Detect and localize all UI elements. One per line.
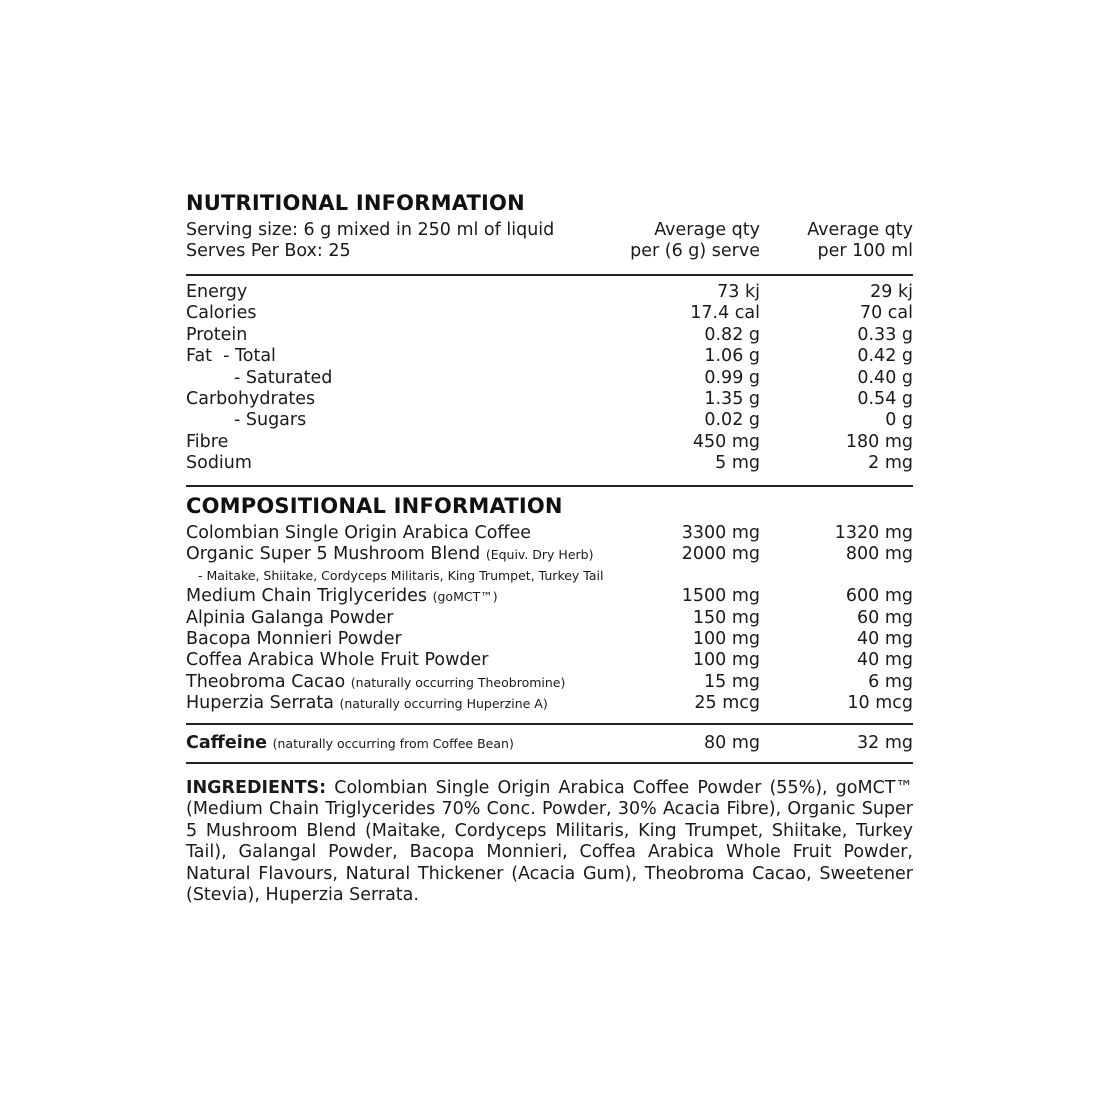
table-row: Theobroma Cacao (naturally occurring Theobromine) 15 mg 6 mg bbox=[186, 671, 913, 692]
table-row: - Sugars 0.02 g 0 g bbox=[234, 410, 913, 431]
table-row: Fat - Total 1.06 g 0.42 g bbox=[186, 346, 913, 367]
divider bbox=[186, 762, 913, 764]
composition-table bbox=[186, 523, 913, 715]
table-row: Carbohydrates 1.35 g 0.54 g bbox=[186, 388, 913, 409]
caffeine-note: (naturally occurring from Coffee Bean) bbox=[272, 735, 514, 751]
ingredients-heading: INGREDIENTS: bbox=[186, 778, 327, 799]
composition-title: COMPOSITIONAL INFORMATION bbox=[186, 493, 563, 518]
table-row: Fibre 450 mg 180 mg bbox=[186, 431, 913, 452]
table-row: Huperzia Serrata (naturally occurring Huperzine A) 25 mcg 10 mcg bbox=[186, 693, 913, 714]
table-row: Calories 17.4 cal 70 cal bbox=[186, 303, 913, 324]
serving-header bbox=[186, 220, 913, 264]
serving-size: Serving size: 6 g mixed in 250 ml of liquid bbox=[186, 220, 555, 240]
mushroom-subnote: - Maitake, Shiitake, Cordyceps Militaris, King Trumpet, Turkey Tail bbox=[198, 568, 604, 584]
table-row: Bacopa Monnieri Powder 100 mg 40 mg bbox=[186, 629, 913, 650]
nutrition-table bbox=[186, 282, 913, 475]
table-row: Organic Super 5 Mushroom Blend (Equiv. Dry Herb) 2000 mg 800 mg bbox=[186, 543, 913, 564]
nutrition-title: NUTRITIONAL INFORMATION bbox=[186, 191, 525, 215]
table-row: Medium Chain Triglycerides (goMCT™) 1500 mg 600 mg bbox=[186, 586, 913, 607]
ingredients-text: INGREDIENTS: Colombian Single Origin Arabica Coffee Powder (55%), goMCT™ (Medium Chain Triglycerides 70% Conc. Powder, 30% Acacia Fibre), Organic Super 5 Mushroom Blend (Maitake, Cordyceps Militaris, King Trumpet, Shiitake, Turkey Tail), Galangal Powder, Bacopa Monnieri, Coffea Arabica Whole Fruit Powder, Natural Flavours, Natural Thickener (Acacia Gum), Theobroma Cacao, Sweetener (Stevia), Huperzia Serrata. bbox=[186, 778, 913, 906]
table-row: Protein 0.82 g 0.33 g bbox=[186, 324, 913, 345]
caffeine-row: Caffeine (naturally occurring from Coffee Bean) 80 mg 32 mg bbox=[186, 732, 913, 753]
divider bbox=[186, 274, 913, 276]
table-row: Sodium 5 mg 2 mg bbox=[186, 453, 913, 474]
divider bbox=[186, 485, 913, 487]
serves-per-box: Serves Per Box: 25 bbox=[186, 241, 351, 261]
table-row: Energy 73 kj 29 kj bbox=[186, 282, 913, 302]
nutrition-panel bbox=[186, 190, 913, 906]
table-row: Coffea Arabica Whole Fruit Powder 100 mg 40 mg bbox=[186, 650, 913, 671]
caffeine-label: Caffeine bbox=[186, 732, 268, 753]
column-header-per-100ml: Average qty per 100 ml bbox=[807, 220, 913, 261]
table-row: Alpinia Galanga Powder 150 mg 60 mg bbox=[186, 607, 913, 628]
divider bbox=[186, 723, 913, 725]
table-row: - Saturated 0.99 g 0.40 g bbox=[234, 367, 913, 388]
column-header-per-serve: Average qty per (6 g) serve bbox=[630, 220, 760, 261]
table-row: Colombian Single Origin Arabica Coffee 3300 mg 1320 mg bbox=[186, 522, 913, 543]
